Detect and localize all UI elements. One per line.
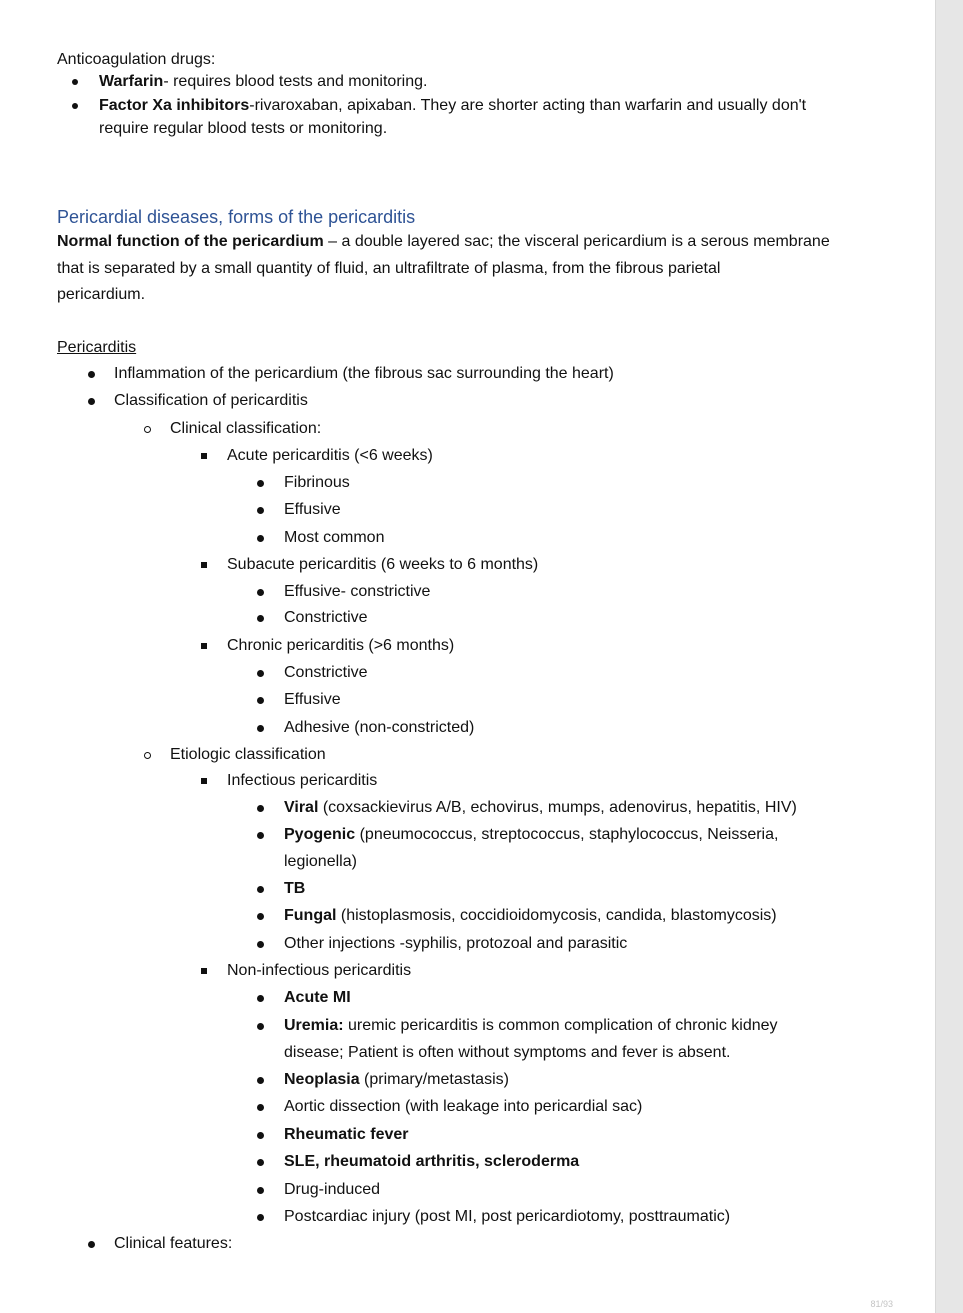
list-item-adhesive: Adhesive (non-constricted)	[284, 719, 475, 736]
bullet-icon	[257, 1159, 264, 1166]
list-item-fungal: Fungal (histoplasmosis, coccidioidomycosis, candida, blastomycosis)	[284, 907, 777, 924]
bullet-icon	[257, 589, 264, 596]
bullet-icon	[257, 1104, 264, 1111]
bullet-icon	[257, 995, 264, 1002]
list-item-pyogenic-cont: legionella)	[284, 853, 357, 870]
list-item-neoplasia: Neoplasia (primary/metastasis)	[284, 1071, 509, 1088]
bullet-icon	[257, 535, 264, 542]
bullet-icon	[257, 886, 264, 893]
bullet-icon	[257, 941, 264, 948]
bullet-icon	[257, 832, 264, 839]
normal-function-line3: pericardium.	[57, 286, 146, 303]
list-item-effusive: Effusive	[284, 501, 341, 518]
square-bullet-icon	[201, 778, 207, 784]
list-item-subacute: Subacute pericarditis (6 weeks to 6 months)	[227, 556, 539, 573]
list-item-drug-induced: Drug-induced	[284, 1181, 381, 1198]
list-item-effusive: Effusive	[284, 691, 341, 708]
list-item-effusive-constrictive: Effusive- constrictive	[284, 583, 431, 600]
bullet-icon	[257, 1132, 264, 1139]
list-item-other-infections: Other injections -syphilis, protozoal and parasitic	[284, 935, 628, 952]
square-bullet-icon	[201, 643, 207, 649]
list-item-most-common: Most common	[284, 529, 385, 546]
list-item-noninfectious: Non-infectious pericarditis	[227, 962, 412, 979]
list-item-factor-xa-cont: require regular blood tests or monitoring.	[99, 120, 388, 137]
list-item-constrictive: Constrictive	[284, 664, 368, 681]
page-number: 81/93	[870, 1299, 893, 1309]
bullet-icon	[88, 371, 95, 378]
bullet-icon	[257, 480, 264, 487]
list-item-tb: TB	[284, 880, 306, 897]
square-bullet-icon	[201, 562, 207, 568]
normal-function-line2: that is separated by a small quantity of fluid, an ultrafiltrate of plasma, from the fibrous parietal	[57, 260, 721, 277]
list-item-constrictive: Constrictive	[284, 609, 368, 626]
circle-bullet-icon	[144, 752, 151, 759]
square-bullet-icon	[201, 453, 207, 459]
list-item-postcardiac: Postcardiac injury (post MI, post pericardiotomy, posttraumatic)	[284, 1208, 731, 1225]
list-item-clinical-classification: Clinical classification:	[170, 420, 322, 437]
list-item-infectious: Infectious pericarditis	[227, 772, 378, 789]
list-item-pyogenic: Pyogenic (pneumococcus, streptococcus, staphylococcus, Neisseria,	[284, 826, 779, 843]
list-item-viral: Viral (coxsackievirus A/B, echovirus, mumps, adenovirus, hepatitis, HIV)	[284, 799, 797, 816]
bullet-icon	[88, 398, 95, 405]
square-bullet-icon	[201, 968, 207, 974]
bullet-icon	[72, 79, 78, 85]
list-item-acute-mi: Acute MI	[284, 989, 351, 1006]
list-item-inflammation: Inflammation of the pericardium (the fibrous sac surrounding the heart)	[114, 365, 614, 382]
bullet-icon	[88, 1241, 95, 1248]
anticoag-heading: Anticoagulation drugs:	[57, 51, 216, 68]
list-item-acute: Acute pericarditis (<6 weeks)	[227, 447, 433, 464]
bullet-icon	[257, 805, 264, 812]
bullet-icon	[257, 1214, 264, 1221]
bullet-icon	[257, 1187, 264, 1194]
bullet-icon	[257, 1077, 264, 1084]
list-item-sle: SLE, rheumatoid arthritis, scleroderma	[284, 1153, 580, 1170]
list-item-factor-xa: Factor Xa inhibitors-rivaroxaban, apixaban. They are shorter acting than warfarin and usually don't	[99, 97, 807, 114]
list-item-clinical-features: Clinical features:	[114, 1235, 233, 1252]
bullet-icon	[72, 103, 78, 109]
section-title: Pericardial diseases, forms of the pericarditis	[57, 207, 416, 227]
bullet-icon	[257, 1023, 264, 1030]
bullet-icon	[257, 913, 264, 920]
bullet-icon	[257, 670, 264, 677]
list-item-uremia: Uremia: uremic pericarditis is common complication of chronic kidney	[284, 1017, 778, 1034]
list-item-aortic-dissection: Aortic dissection (with leakage into pericardial sac)	[284, 1098, 643, 1115]
bullet-icon	[257, 507, 264, 514]
bullet-icon	[257, 615, 264, 622]
list-item-uremia-cont: disease; Patient is often without symptoms and fever is absent.	[284, 1044, 731, 1061]
list-item-classification: Classification of pericarditis	[114, 392, 308, 409]
bullet-icon	[257, 725, 264, 732]
list-item-warfarin: Warfarin- requires blood tests and monitoring.	[99, 73, 428, 90]
list-item-chronic: Chronic pericarditis (>6 months)	[227, 637, 455, 654]
list-item-rheumatic-fever: Rheumatic fever	[284, 1126, 409, 1143]
list-item-fibrinous: Fibrinous	[284, 474, 350, 491]
bullet-icon	[257, 697, 264, 704]
list-item-etiologic: Etiologic classification	[170, 746, 326, 763]
normal-function-line1: Normal function of the pericardium – a double layered sac; the visceral pericardium is a serous membrane	[57, 233, 830, 250]
circle-bullet-icon	[144, 426, 151, 433]
pericarditis-title: Pericarditis	[57, 339, 137, 356]
